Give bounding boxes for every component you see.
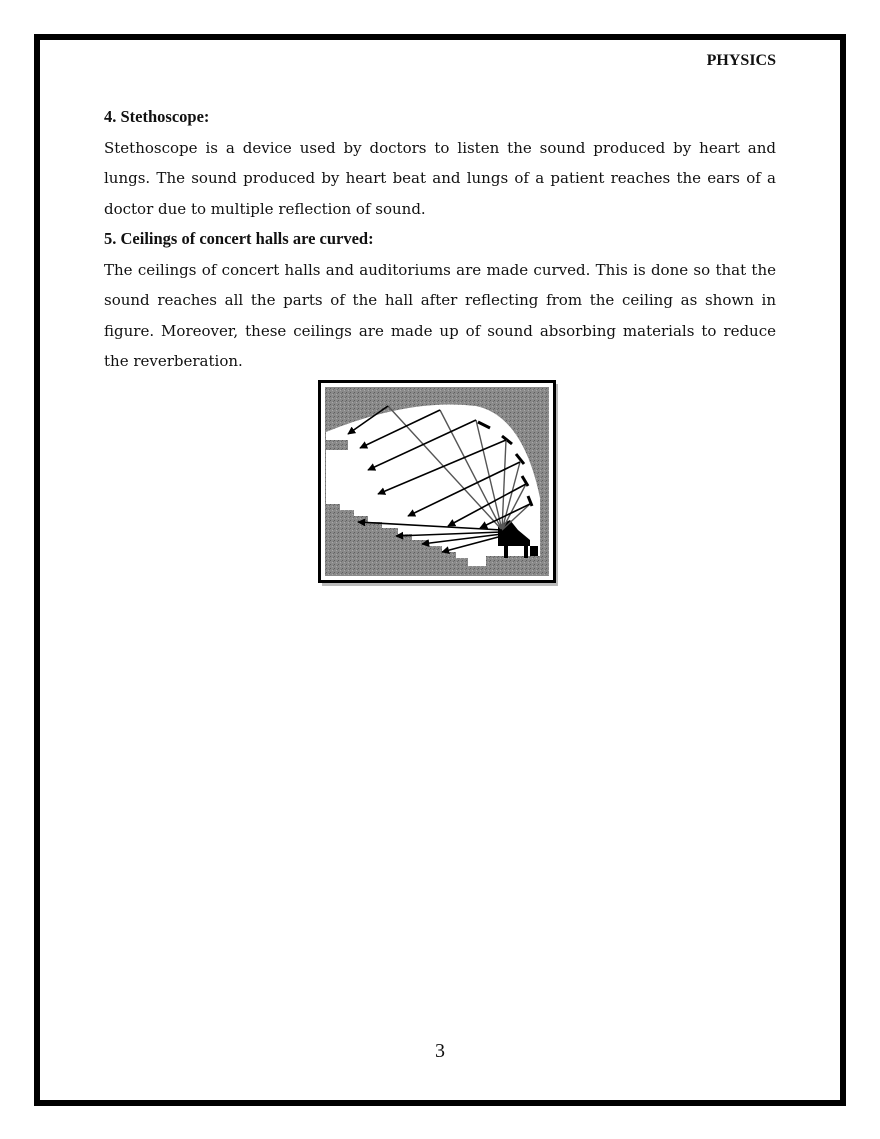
section-body-concert-halls: The ceilings of concert halls and auditoriums are made curved. This is done so that the sound reaches all the parts of the hall after reflecting from the ceiling as shown in figure. Moreover, these ceilings are made up of sound absorbing materials to reduce the reverberation. (104, 260, 776, 370)
section-heading-stethoscope: 4. Stethoscope: (104, 107, 210, 126)
page-number: 3 (435, 1040, 445, 1062)
page-content (104, 102, 776, 377)
running-header: PHYSICS (706, 52, 776, 69)
concert-hall-figure (318, 380, 558, 586)
concert-hall-illustration (318, 380, 558, 586)
section-body-stethoscope: Stethoscope is a device used by doctors to listen the sound produced by heart and lungs. The sound produced by heart beat and lungs of a patient reaches the ears of a doctor due to multiple reflection of sound. (104, 138, 776, 218)
section-heading-concert-halls: 5. Ceilings of concert halls are curved: (104, 229, 374, 248)
